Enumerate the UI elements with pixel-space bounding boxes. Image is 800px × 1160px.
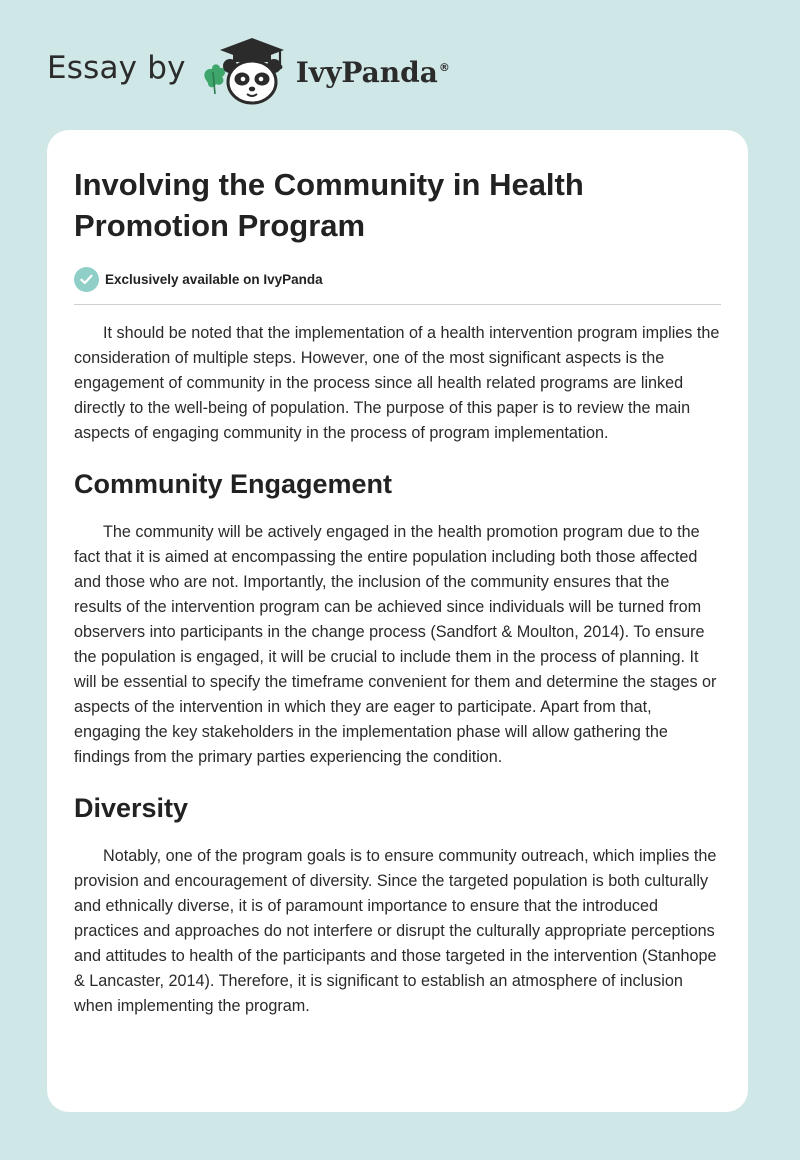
section-heading-community-engagement: Community Engagement bbox=[74, 469, 393, 499]
section-body-community-engagement: The community will be actively engaged in the health promotion program due to the fact that it is aimed at encompassing the entire population including both those affected and those who are not. Importantly, the inclusion of the community ensures that the results of the intervention program can be achieved since individuals will be turned from observers into participants in the change process (Sandfort & Moulton, 2014). To ensure the population is engaged, it will be crucial to include them in the process of planning. It will be essential to specify the timeframe convenient for them and determine the stages or aspects of the intervention in which they are eager to participate. Apart from that, engaging the key stakeholders in the implementation phase will allow gathering the findings from the primary parties experiencing the condition. bbox=[74, 523, 717, 766]
panda-logo-icon bbox=[200, 36, 292, 108]
brand-header[interactable] bbox=[47, 36, 450, 108]
section-heading-diversity: Diversity bbox=[74, 793, 189, 823]
exclusive-badge bbox=[74, 266, 721, 292]
exclusive-label: Exclusively available on IvyPanda bbox=[105, 271, 323, 287]
section-body-diversity: Notably, one of the program goals is to ensure community outreach, which implies the provision and encouragement of diversity. Since the targeted population is both culturally and ethnically diverse, it is of paramount importance to ensure that the introduced practices and approaches do not interfere or disrupt the culturally appropriate perceptions and attitudes to health of the participants and those targeted in the intervention (Stanhope & Lancaster, 2014). Therefore, it is significant to establish an atmosphere of inclusion when implementing the program. bbox=[74, 847, 717, 1015]
page-title: Involving the Community in Health Promotion Program bbox=[74, 167, 584, 243]
brand-prefix: Essay by bbox=[47, 50, 186, 86]
registered-mark: ® bbox=[438, 61, 450, 75]
brand-name: IvyPanda® bbox=[295, 55, 450, 89]
intro-paragraph: It should be noted that the implementation of a health intervention program implies the consideration of multiple steps. However, one of the most significant aspects is the engagement of community in the process since all health related programs are linked directly to the well-being of population. The purpose of this paper is to review the main aspects of engaging community in the process of program implementation. bbox=[74, 324, 720, 442]
divider bbox=[74, 304, 721, 305]
check-circle-icon bbox=[74, 267, 99, 292]
essay-card bbox=[47, 130, 748, 1112]
